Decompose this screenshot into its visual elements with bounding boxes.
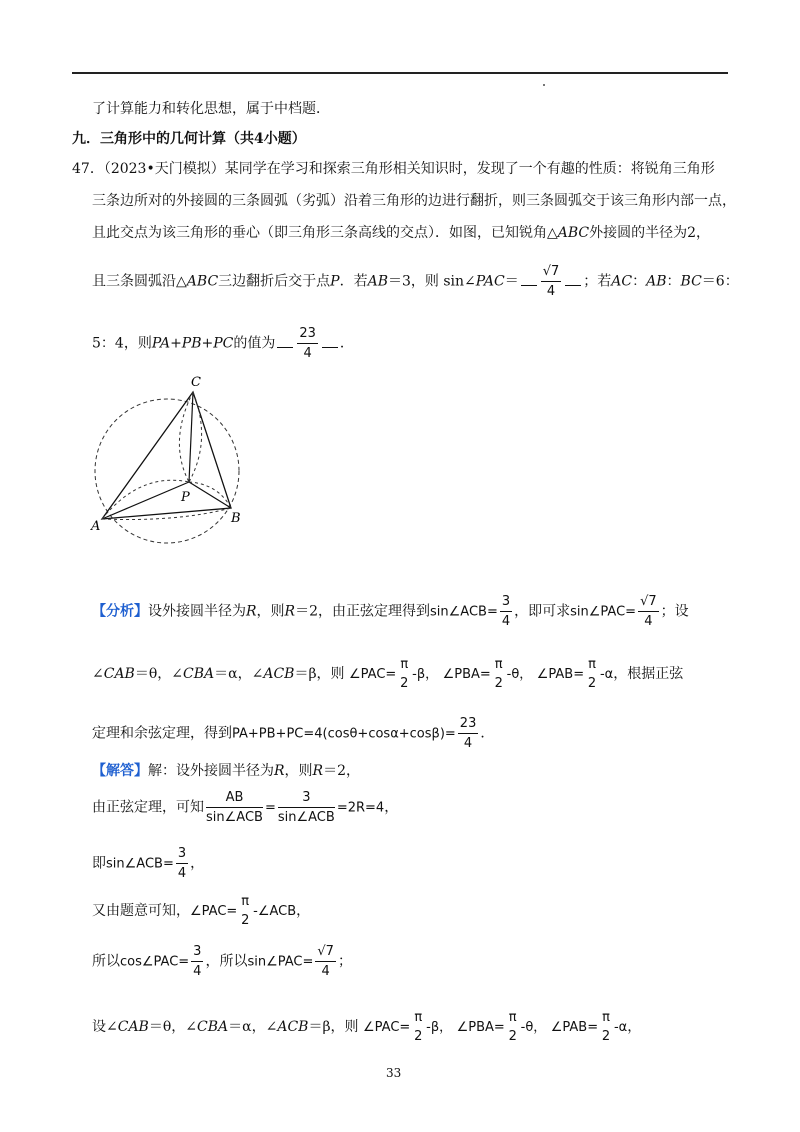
circumcircle [95, 399, 239, 543]
problem-line-1: 47．（2023•天门模拟）某同学在学习和探索三角形相关知识时，发现了一个有趣的性质：将锐角三角形 [72, 161, 715, 177]
intro-line: 了计算能力和转化思想，属于中档题． [92, 101, 330, 117]
solution-line-2: 由正弦定理，可知 $\frac{AB}{\text{sin∠ACB}}$ = $\frac{3}{\text{sin∠ACB}}$ =2R=4， [92, 790, 399, 825]
problem-line-3: 且此交点为该三角形的垂心（即三角形三条高线的交点）．如图，已知锐角△ABC外接圆的半径为2， [92, 225, 711, 241]
label-a: A [91, 519, 101, 534]
segment-cp [189, 392, 193, 482]
solution-line-1: 【解答】解：设外接圆半径为R，则R＝2， [92, 763, 361, 779]
solution-line-5: 所以cos∠PAC= $\frac{3}{4}$ ，所以sin∠PAC= $\frac{√7}{4}$ ； [92, 944, 352, 979]
analysis-line-2: ∠CAB＝θ，∠CBA＝α，∠ACB＝β，则 ∠PAC= π 2 -β， ∠PBA= π 2 -θ， ∠PAB= π 2 -α，根据正弦 [92, 657, 684, 691]
problem-line-5: 5：4，则PA+PB+PC的值为 $\frac{23}{4}$ ． [92, 326, 354, 361]
segment-bp [189, 482, 231, 508]
analysis-line-3: 定理和余弦定理，得到PA+PB+PC=4(cosθ+cosα+cosβ)= $\frac{23}{4}$ ． [92, 716, 495, 751]
header-rule [72, 72, 728, 74]
answer-1-fraction: $\frac{√7}{4}$ [542, 264, 560, 299]
solution-line-4: 又由题意可知，∠PAC= π 2 -∠ACB， [92, 894, 311, 928]
solution-tag: 【解答】 [92, 763, 148, 779]
solution-line-6: 设∠CAB＝θ，∠CBA＝α，∠ACB＝β，则 ∠PAC= π 2 -β， ∠PBA= π 2 -θ， ∠PAB= π 2 -α， [92, 1010, 642, 1044]
label-b: B [231, 511, 241, 526]
problem-line-2: 三条边所对的外接圆的三条圆弧（劣弧）沿着三角形的边进行翻折，则三条圆弧交于该三角形内部一点， [92, 193, 736, 209]
label-c: C [191, 375, 201, 390]
triangle-abc [102, 392, 231, 519]
section-title: 九．三角形中的几何计算（共4小题） [72, 131, 306, 147]
triangle-figure [88, 372, 258, 552]
analysis-line-1: 【分析】设外接圆半径为R，则R＝2，由正弦定理得到sin∠ACB= $\frac{3}{4}$ ，即可求sin∠PAC= $\frac{√7}{4}$ ；设 [92, 594, 689, 629]
page-number: 33 [386, 1066, 402, 1080]
label-p: P [181, 490, 190, 505]
answer-2-fraction: $\frac{23}{4}$ [299, 326, 316, 361]
problem-line-4: 且三条圆弧沿△ABC三边翻折后交于点P．若AB＝3，则 sin∠PAC＝ $\frac{√7}{4}$ ；若AC：AB：BC＝6： [92, 264, 739, 299]
header-dot [543, 84, 545, 86]
analysis-tag: 【分析】 [92, 603, 148, 620]
solution-line-3: 即sin∠ACB= $\frac{3}{4}$ ， [92, 846, 205, 881]
